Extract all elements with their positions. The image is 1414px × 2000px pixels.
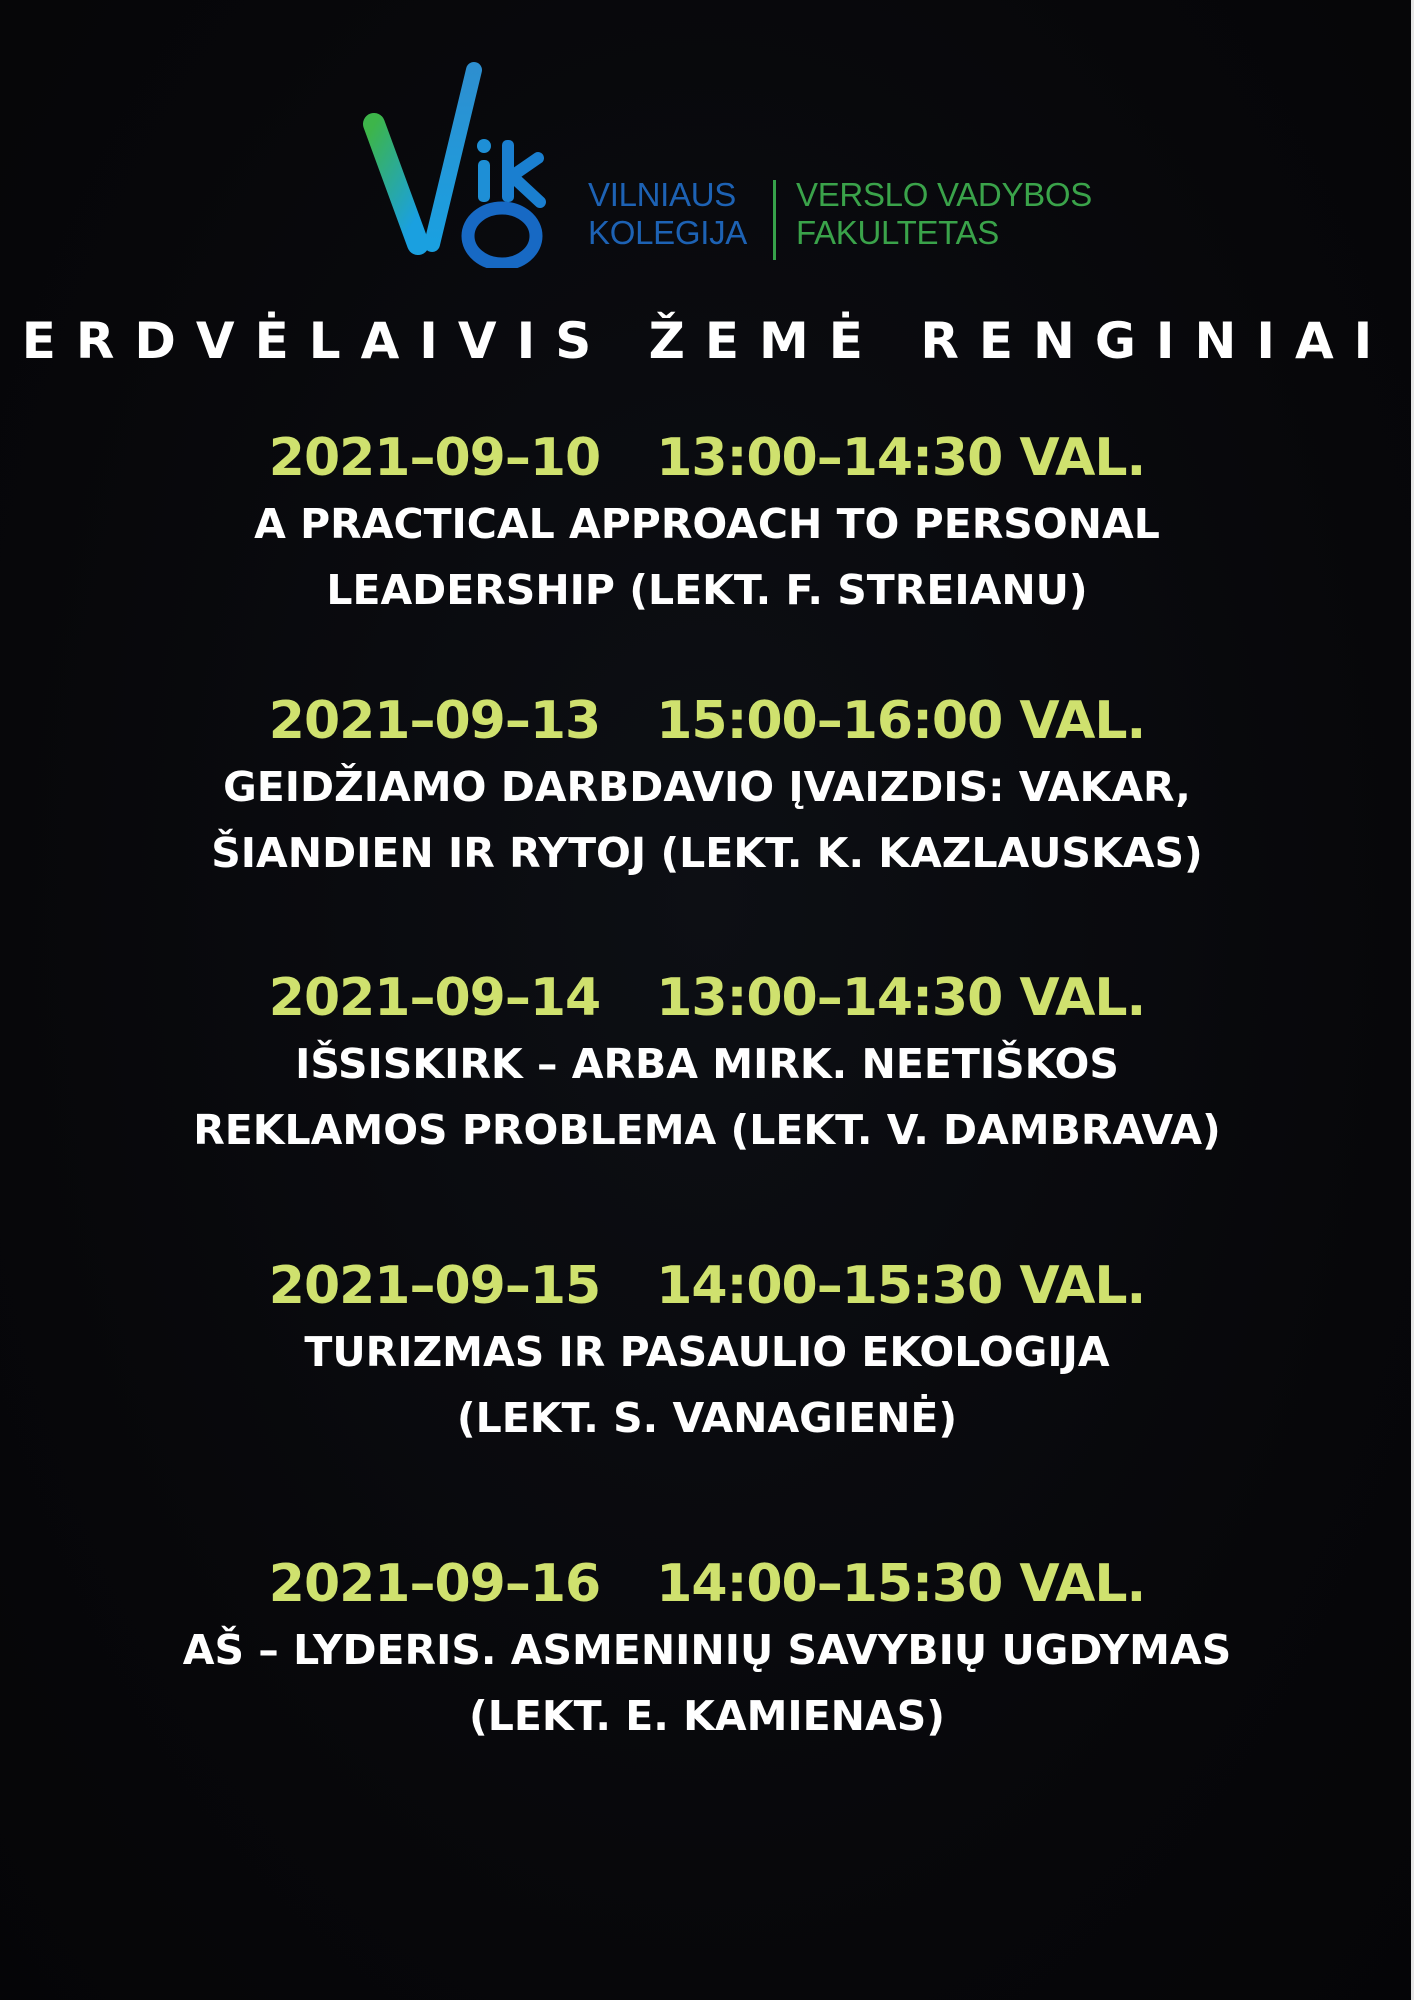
event-item [0,1253,1414,1451]
event-title-line-2: ŠIANDIEN IR RYTOJ (LEKT. K. KAZLAUSKAS) [211,829,1203,877]
event-title-line-2: (LEKT. E. KAMIENAS) [469,1692,945,1740]
viko-logo [360,58,1120,268]
event-date: 2021–09–10 [268,428,601,488]
event-title-line-1: IŠSISKIRK – ARBA MIRK. NEETIŠKOS [295,1040,1119,1088]
logo-v-left-stroke [374,124,418,244]
event-title-line-2: REKLAMOS PROBLEMA (LEKT. V. DAMBRAVA) [193,1106,1221,1154]
event-time: 13:00–14:30 VAL. [656,968,1146,1028]
event-time: 14:00–15:30 VAL. [656,1256,1146,1316]
logo-k-arms [512,158,540,202]
event-title-line-2: (LEKT. S. VANAGIENĖ) [456,1394,958,1442]
event-datetime [0,425,1414,491]
event-datetime [0,688,1414,754]
event-datetime [0,1253,1414,1319]
faculty-line-1: VERSLO VADYBOS [796,176,1092,213]
event-item [0,965,1414,1163]
event-title-line-1: GEIDŽIAMO DARBDAVIO ĮVAIZDIS: VAKAR, [223,763,1191,811]
institution-name [588,176,758,252]
event-title-line-2: LEADERSHIP (LEKT. F. STREIANU) [326,566,1088,614]
event-item [0,425,1414,623]
institution-line-1: VILNIAUS [588,176,736,213]
event-item [0,688,1414,886]
event-time: 15:00–16:00 VAL. [656,691,1146,751]
logo-divider [773,180,776,260]
logo-o-ring [468,208,536,264]
event-datetime [0,1551,1414,1617]
event-title-line-1: TURIZMAS IR PASAULIO EKOLOGIJA [304,1328,1110,1376]
logo-i-dot [477,139,491,153]
faculty-name [796,176,1126,252]
event-item [0,1551,1414,1749]
event-date: 2021–09–13 [268,691,601,751]
page-title: ERDVĖLAIVIS ŽEMĖ RENGINIAI [21,312,1393,370]
faculty-line-2: FAKULTETAS [796,214,999,251]
event-date: 2021–09–15 [268,1256,601,1316]
event-date: 2021–09–16 [268,1554,601,1614]
event-title-line-1: A PRACTICAL APPROACH TO PERSONAL [254,500,1160,548]
viko-logo-mark [360,58,560,268]
institution-line-2: KOLEGIJA [588,214,747,251]
event-date: 2021–09–14 [268,968,601,1028]
event-time: 13:00–14:30 VAL. [656,428,1146,488]
logo-i-stem [478,160,490,202]
event-title-line-1: AŠ – LYDERIS. ASMENINIŲ SAVYBIŲ UGDYMAS [182,1626,1232,1674]
event-datetime [0,965,1414,1031]
event-time: 14:00–15:30 VAL. [656,1554,1146,1614]
